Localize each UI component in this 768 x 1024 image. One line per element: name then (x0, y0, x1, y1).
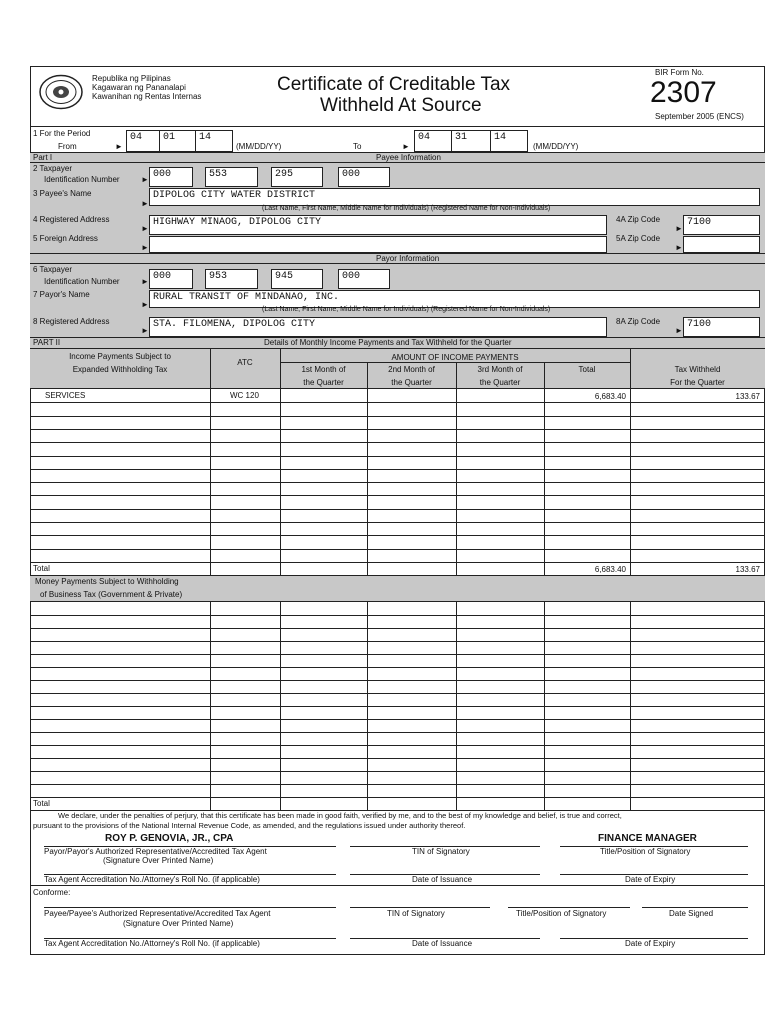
payor-name-label: 7 Payor's Name (33, 290, 90, 299)
col-amount-header: AMOUNT OF INCOME PAYMENTS (391, 353, 519, 362)
signatory-name: ROY P. GENOVIA, JR., CPA (105, 833, 234, 844)
col-income-header: Income Payments Subject to Expanded Withholding Tax (69, 352, 171, 374)
payee-tin-4[interactable]: 000 (338, 167, 390, 187)
form-number: 2307 (650, 76, 717, 109)
col-atc-header: ATC (237, 358, 253, 367)
period-from-day[interactable]: 01 (159, 130, 196, 152)
col-total-header: Total (578, 365, 596, 374)
zip-5a-label: 5A Zip Code (616, 234, 661, 243)
payor-tin-1[interactable]: 000 (149, 269, 193, 289)
income-sum-tax: 133.67 (735, 565, 760, 574)
agency-line1: Republika ng Pilipinas (92, 74, 171, 83)
payor-agent-label2: (Signature Over Printed Name) (103, 856, 214, 865)
payee-address-label: 4 Registered Address (33, 215, 110, 224)
payee-name-note: (Last Name, First Name, Middle Name for Individuals) (Registered Name for Non-Individuals) (262, 205, 551, 212)
payee-tin-label2: Identification Number (44, 175, 120, 184)
payee-agent-label1: Payee/Payee's Authorized Representative/Accredited Tax Agent (44, 909, 271, 918)
arrow-icon: ► (402, 142, 410, 151)
signatory-position: FINANCE MANAGER (598, 833, 697, 844)
payee-tin-signatory-label: TIN of Signatory (387, 909, 445, 918)
form-label: BIR Form No. (655, 68, 704, 77)
payee-tin-2[interactable]: 553 (205, 167, 258, 187)
form-title-line2: Withheld At Source (320, 95, 482, 116)
payor-address-field[interactable]: STA. FILOMENA, DIPOLOG CITY (149, 317, 607, 337)
income-row-total: 6,683.40 (594, 392, 626, 401)
payor-name-note: (Last Name, First Name, Middle Name for Individuals) (Registered Name for Non-Individuals) (262, 306, 551, 313)
income-row-description: SERVICES (45, 391, 86, 400)
col-month2-header: 2nd Month of the Quarter (388, 365, 435, 387)
col-month1-header: 1st Month of the Quarter (301, 365, 346, 387)
agency-line2: Kagawaran ng Pananalapi (92, 83, 186, 92)
form-title-line1: Certificate of Creditable Tax (277, 74, 511, 95)
zip-8a-label: 8A Zip Code (616, 317, 661, 326)
payee-tin-1[interactable]: 000 (149, 167, 193, 187)
period-label: 1 For the Period (33, 129, 91, 138)
period-to-day[interactable]: 31 (451, 130, 491, 152)
form-date: September 2005 (ENCS) (655, 112, 744, 121)
foreign-address-label: 5 Foreign Address (33, 234, 98, 243)
date-issuance-label: Date of Issuance (412, 875, 473, 884)
zip-4a-label: 4A Zip Code (616, 215, 661, 224)
money-label1: Money Payments Subject to Withholding (35, 577, 179, 586)
period-from-format: (MM/DD/YY) (236, 142, 282, 151)
payee-tin-label1: 2 Taxpayer (33, 164, 72, 173)
payee-name-field[interactable]: DIPOLOG CITY WATER DISTRICT (149, 188, 760, 206)
payee-title-position-label: Title/Position of Signatory (516, 909, 607, 918)
payor-tin-3[interactable]: 945 (271, 269, 323, 289)
payee-date-expiry-label: Date of Expiry (625, 939, 676, 948)
col-tax-header: Tax Withheld For the Quarter (670, 365, 725, 387)
accreditation-label: Tax Agent Accreditation No./Attorney's Roll No. (if applicable) (44, 875, 260, 884)
payee-info-title: Payee Information (376, 153, 441, 162)
income-total-label: Total (33, 564, 50, 573)
foreign-zip-field[interactable] (683, 236, 760, 253)
payor-name-field[interactable]: RURAL TRANSIT OF MINDANAO, INC. (149, 290, 760, 308)
part1-label: Part I (33, 153, 53, 162)
declaration-text1: We declare, under the penalties of perjury, that this certificate has been made in good faith, verified by me, and to the best of my knowledge and belief, is true and correct, (58, 811, 622, 820)
period-from-label: From (58, 142, 77, 151)
payor-tin-2[interactable]: 953 (205, 269, 258, 289)
conforme-label: Conforme: (33, 888, 71, 897)
date-signed-label: Date Signed (669, 909, 714, 918)
date-expiry-label: Date of Expiry (625, 875, 676, 884)
bir-seal-icon (38, 74, 84, 110)
payor-tin-label2: Identification Number (44, 277, 120, 286)
title-position-label: Title/Position of Signatory (600, 847, 691, 856)
payee-accreditation-label: Tax Agent Accreditation No./Attorney's Roll No. (if applicable) (44, 939, 260, 948)
payor-address-label: 8 Registered Address (33, 317, 110, 326)
payee-date-issuance-label: Date of Issuance (412, 939, 473, 948)
payee-zip-field[interactable]: 7100 (683, 215, 760, 235)
arrow-icon: ► (115, 142, 123, 151)
col-month3-header: 3rd Month of the Quarter (477, 365, 523, 387)
payor-info-title: Payor Information (376, 254, 440, 263)
part2-label: PART II (33, 338, 61, 347)
foreign-address-field[interactable] (149, 236, 607, 253)
period-to-label: To (353, 142, 362, 151)
period-to-format: (MM/DD/YY) (533, 142, 579, 151)
income-row-tax: 133.67 (735, 392, 760, 401)
tin-signatory-label: TIN of Signatory (412, 847, 470, 856)
money-label2: of Business Tax (Government & Private) (40, 590, 183, 599)
payee-agent-label2: (Signature Over Printed Name) (123, 919, 234, 928)
agency-line3: Kawanihan ng Rentas Internas (92, 92, 202, 101)
income-row-atc: WC 120 (230, 391, 259, 400)
income-sum-total: 6,683.40 (594, 565, 626, 574)
payee-name-label: 3 Payee's Name (33, 189, 92, 198)
payee-tin-3[interactable]: 295 (271, 167, 323, 187)
payor-zip-field[interactable]: 7100 (683, 317, 760, 337)
period-to-year[interactable]: 14 (490, 130, 528, 152)
money-total-label: Total (33, 799, 50, 808)
period-from-year[interactable]: 14 (195, 130, 233, 152)
declaration-text2: pursuant to the provisions of the National Internal Revenue Code, as amended, and the regulations issued under authority thereof. (33, 821, 466, 830)
period-to-month[interactable]: 04 (414, 130, 452, 152)
payee-address-field[interactable]: HIGHWAY MINAOG, DIPOLOG CITY (149, 215, 607, 235)
part2-title: Details of Monthly Income Payments and Tax Withheld for the Quarter (264, 338, 512, 347)
payor-agent-label1: Payor/Payor's Authorized Representative/Accredited Tax Agent (44, 847, 267, 856)
period-from-month[interactable]: 04 (126, 130, 160, 152)
payor-tin-label1: 6 Taxpayer (33, 265, 72, 274)
payor-tin-4[interactable]: 000 (338, 269, 390, 289)
